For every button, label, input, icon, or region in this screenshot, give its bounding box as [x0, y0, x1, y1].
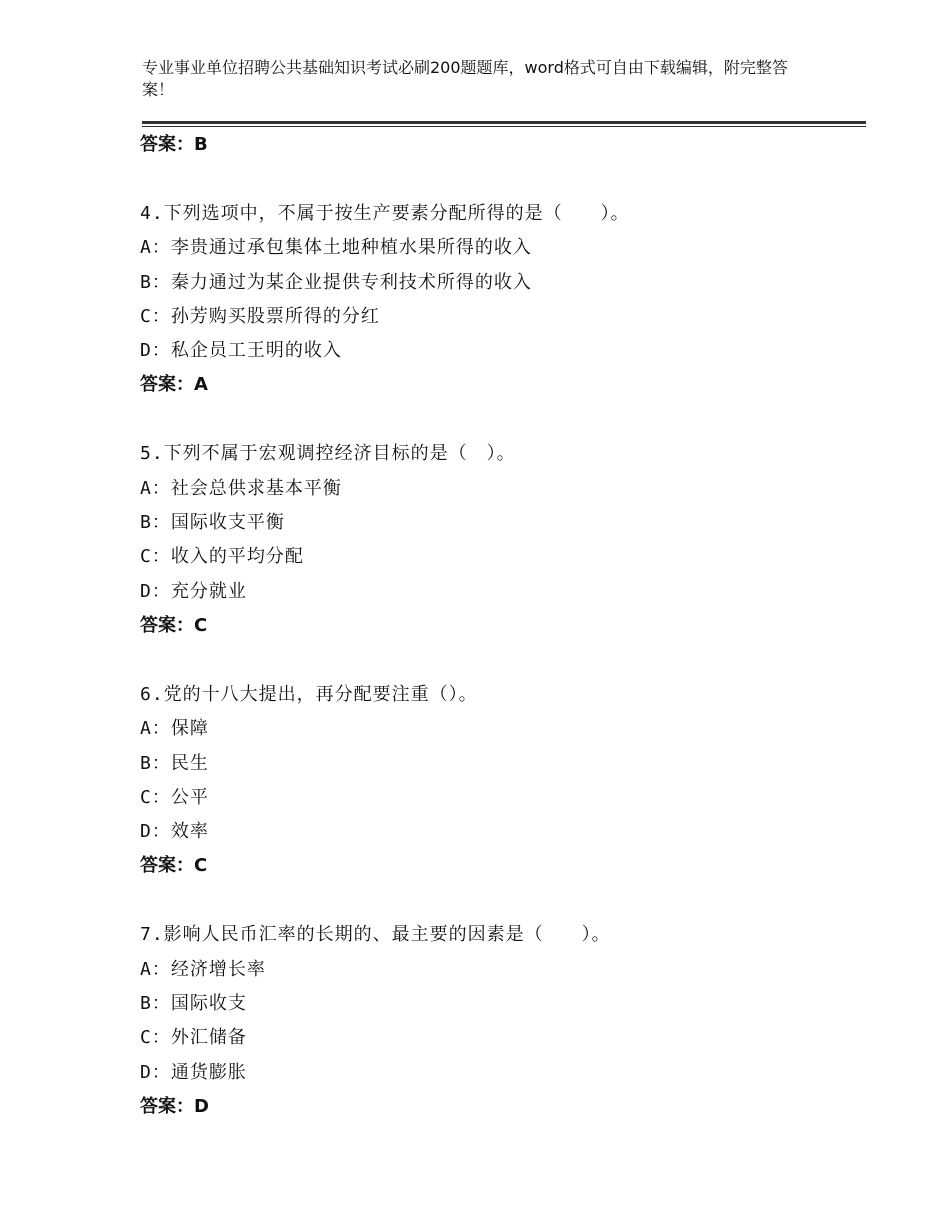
option-c: C：外汇储备	[140, 1027, 247, 1049]
option-d: D：效率	[140, 821, 209, 843]
option-d: D：私企员工王明的收入	[140, 340, 342, 362]
document-header: 专业事业单位招聘公共基础知识考试必刷200题题库，word格式可自由下载编辑，附完整答案！	[142, 58, 788, 99]
option-c: C：公平	[140, 786, 209, 808]
question-5	[140, 437, 860, 642]
option-d: D：通货膨胀	[140, 1061, 247, 1083]
option-d: D：充分就业	[140, 580, 247, 602]
question-7	[140, 918, 860, 1123]
option-a: A：李贵通过承包集体土地种植水果所得的收入	[140, 237, 532, 259]
option-b: B：国际收支平衡	[140, 512, 285, 534]
option-a: A：社会总供求基本平衡	[140, 477, 342, 499]
question-stem: 4.下列选项中，不属于按生产要素分配所得的是（ ）。	[140, 203, 630, 224]
previous-answer: 答案：B	[140, 134, 208, 155]
question-stem: 7.影响人民币汇率的长期的、最主要的因素是（ ）。	[140, 924, 611, 946]
option-c: C：孙芳购买股票所得的分红	[140, 305, 380, 327]
question-6	[140, 678, 860, 883]
question-answer: 答案：C	[140, 855, 208, 877]
question-stem: 6.党的十八大提出，再分配要注重（）。	[140, 683, 478, 705]
option-a: A：经济增长率	[140, 958, 266, 980]
question-4	[140, 197, 860, 402]
option-b: B：秦力通过为某企业提供专利技术所得的收入	[140, 271, 532, 293]
question-answer: 答案：A	[140, 374, 208, 396]
question-list	[140, 128, 860, 1124]
option-c: C：收入的平均分配	[140, 546, 304, 568]
option-b: B：民生	[140, 752, 209, 774]
question-stem: 5.下列不属于宏观调控经济目标的是（ ）。	[140, 443, 516, 465]
question-answer: 答案：D	[140, 1095, 209, 1117]
question-answer: 答案：C	[140, 614, 208, 636]
option-a: A：保障	[140, 718, 209, 740]
option-b: B：国际收支	[140, 993, 247, 1015]
header-rule-thick	[142, 121, 866, 124]
header-rule-thin	[142, 126, 866, 127]
